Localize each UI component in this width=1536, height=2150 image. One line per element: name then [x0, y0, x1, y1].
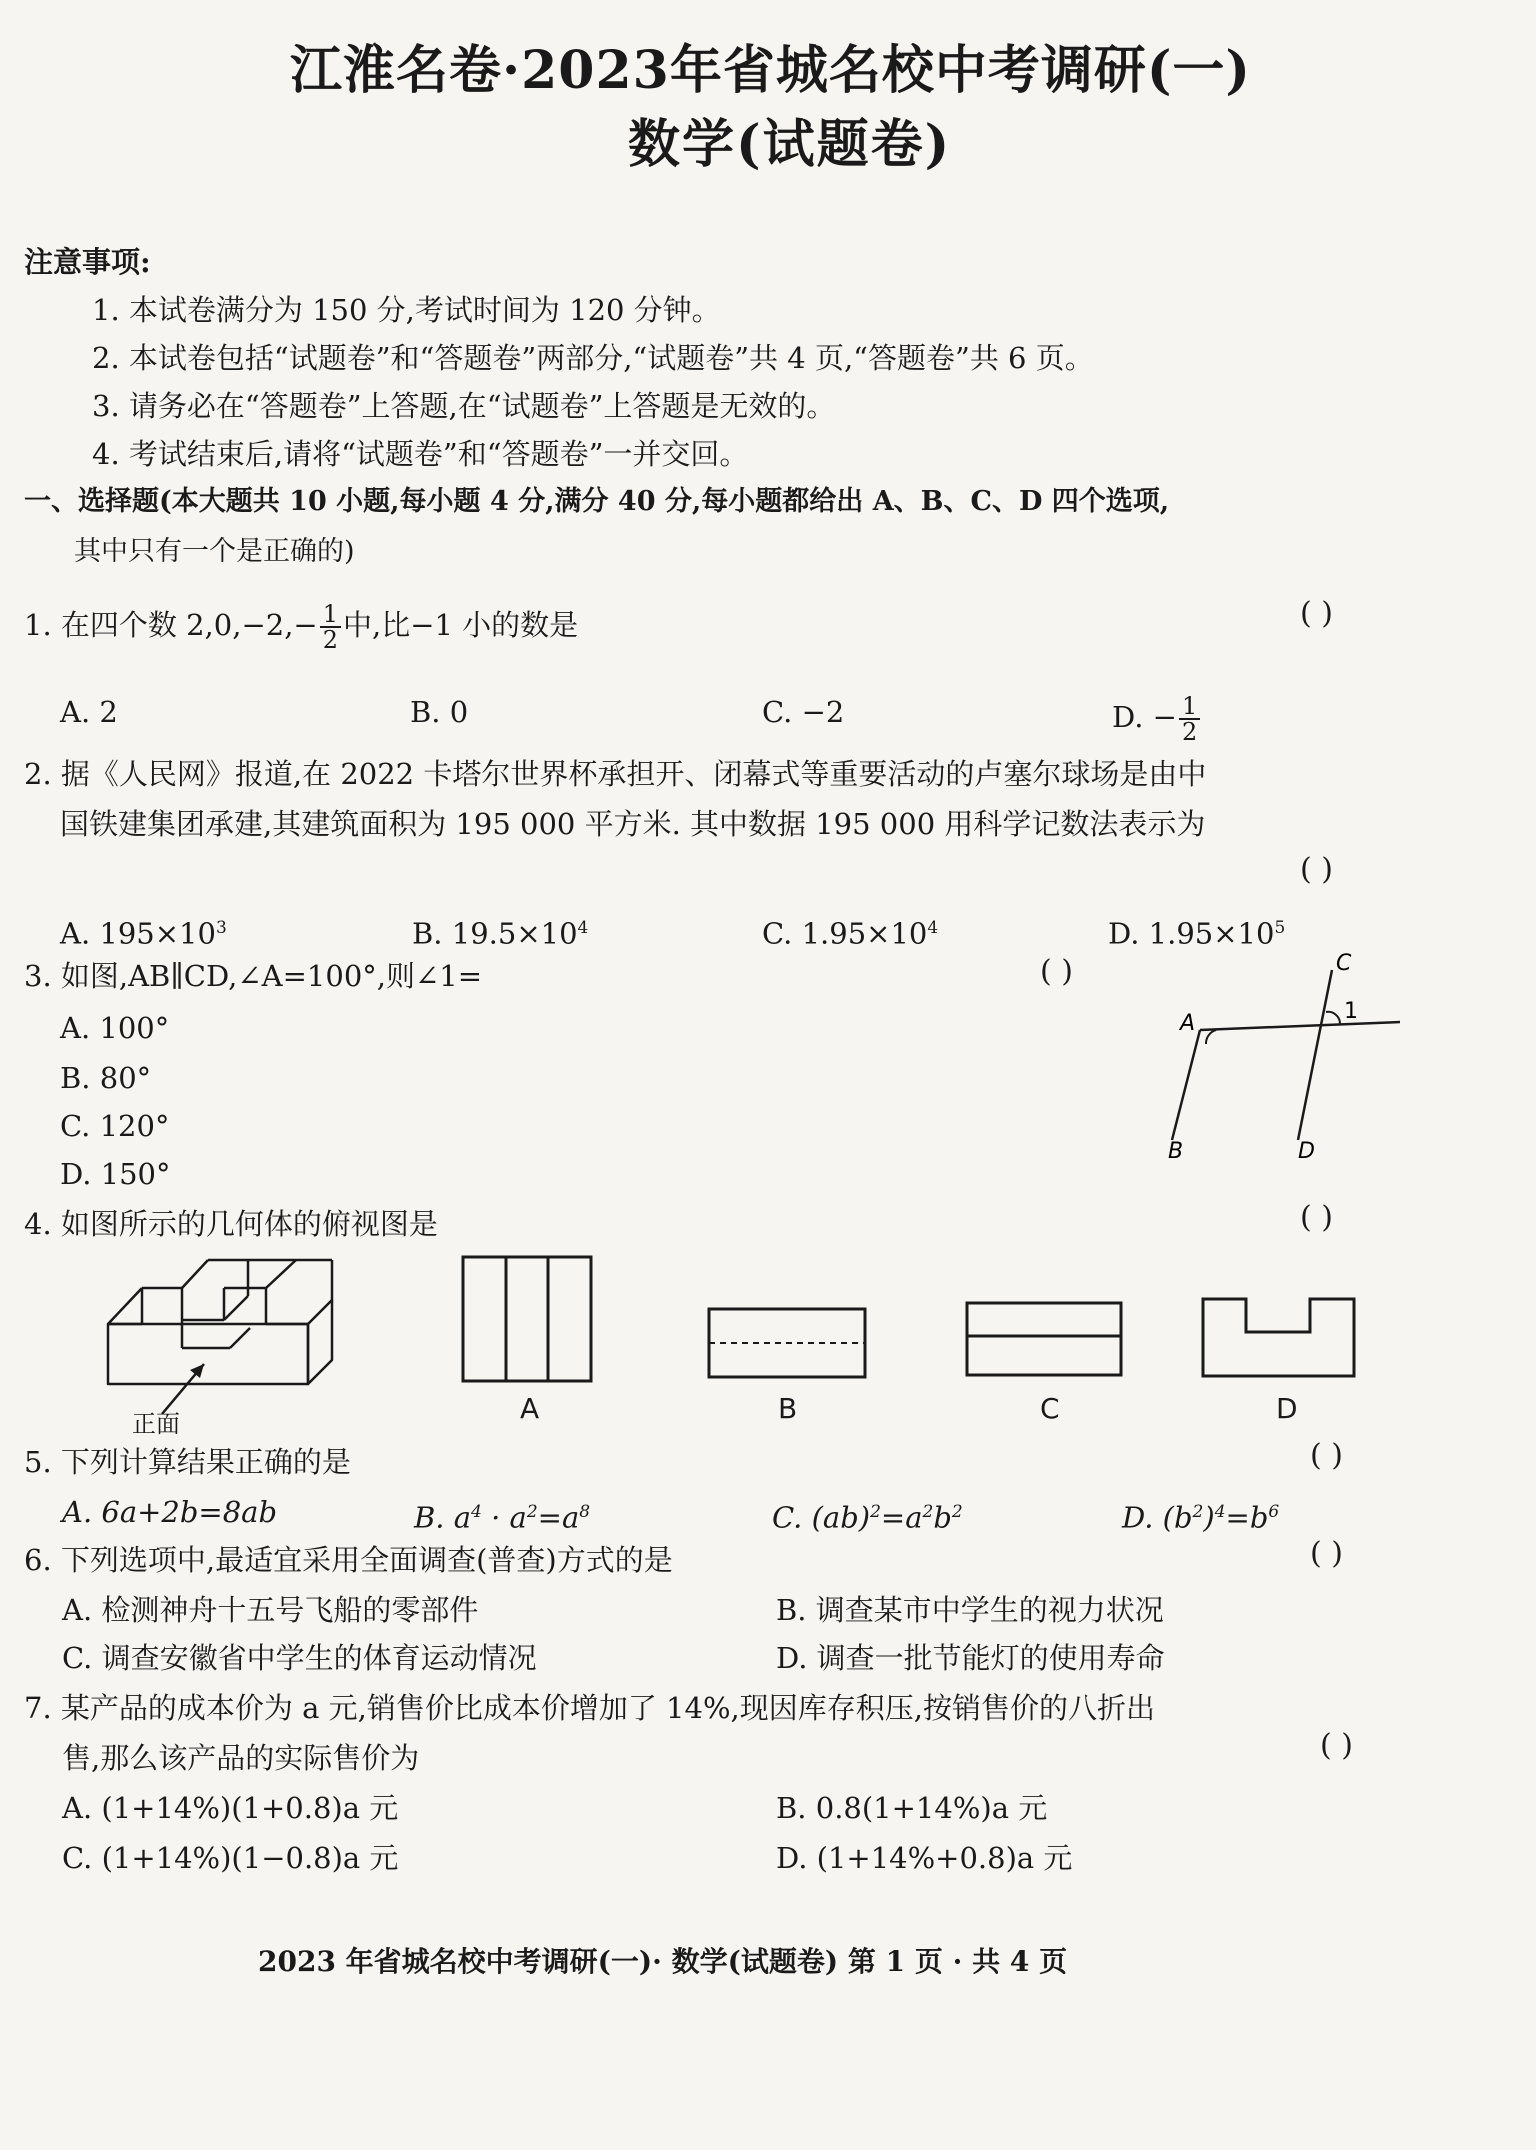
q3-angle-1-arc — [1326, 1012, 1340, 1024]
q1-option-d-num: 1 — [1179, 694, 1200, 720]
q4-option-a-label: A — [520, 1392, 540, 1425]
q3-label-d: D — [1298, 1139, 1315, 1164]
q2-option-b-base: B. 19.5×10 — [412, 916, 578, 951]
q4-edge — [224, 1296, 248, 1320]
q2-option-b — [412, 910, 588, 952]
question-7-line1: 7. 某产品的成本价为 a 元,销售价比成本价增加了 14%,现因库存积压,按销售价的八折出 — [24, 1691, 1155, 1725]
q4-option-a-figure — [460, 1254, 594, 1384]
q1-option-d-den: 2 — [1181, 718, 1198, 746]
q4-front-arrowhead — [190, 1364, 204, 1378]
q4-edge — [108, 1288, 142, 1324]
section-heading-line2: 其中只有一个是正确的) — [74, 536, 355, 567]
q5-d-exp1: 2 — [1192, 1502, 1204, 1522]
exam-subtitle: 数学(试题卷) — [628, 114, 952, 175]
q5-b-exp1: 4 — [471, 1502, 482, 1522]
q3-option-b: B. 80° — [60, 1061, 152, 1095]
q2-option-d-base: D. 1.95×10 — [1108, 916, 1275, 951]
question-2-line2: 国铁建集团承建,其建筑面积为 195 000 平方米. 其中数据 195 000 用科学记数法表示为 — [60, 807, 1206, 841]
q3-parallel-lines-figure — [1150, 940, 1410, 1170]
q1-fraction — [320, 602, 341, 652]
q3-option-a: A. 100° — [60, 1011, 170, 1045]
q7-option-d: D. (1+14%+0.8)a 元 — [776, 1841, 1073, 1875]
q1-option-d-fraction — [1179, 694, 1200, 744]
q5-d-exp2: 4 — [1214, 1502, 1226, 1522]
q4-option-b-figure — [706, 1306, 868, 1380]
q2-option-d-exp: 5 — [1274, 918, 1286, 938]
q3-line-ab — [1172, 1030, 1200, 1140]
q4-front-label: 正面 — [132, 1410, 180, 1438]
q5-b-part1: B. a — [414, 1500, 472, 1535]
notice-heading: 注意事项: — [24, 245, 151, 279]
question-7-line2: 售,那么该产品的实际售价为 — [62, 1741, 420, 1775]
q5-d-part2: ) — [1203, 1500, 1215, 1535]
q5-option-c — [772, 1494, 963, 1536]
q5-b-part3: =a — [537, 1500, 580, 1535]
q3-option-d: D. 150° — [60, 1157, 171, 1191]
q5-b-exp3: 8 — [579, 1502, 591, 1522]
q1-stem-before: 1. 在四个数 2,0,−2,− — [24, 608, 318, 642]
q1-frac-den: 2 — [322, 626, 338, 654]
q5-option-d — [1122, 1494, 1279, 1536]
q3-answer-paren: ( ) — [1040, 954, 1073, 989]
q4-right-face — [308, 1300, 332, 1384]
exam-title: 江淮名卷·2023年省城名校中考调研(一) — [290, 40, 1252, 101]
question-4-stem: 4. 如图所示的几何体的俯视图是 — [24, 1207, 438, 1241]
q1-answer-paren: ( ) — [1300, 596, 1333, 631]
q5-c-part3: b — [933, 1500, 952, 1535]
q7-option-c: C. (1+14%)(1−0.8)a 元 — [62, 1841, 399, 1875]
q3-label-angle-1: 1 — [1344, 999, 1358, 1024]
q4-front-face — [108, 1324, 308, 1384]
q4-edge — [266, 1260, 296, 1288]
q3-label-a: A — [1180, 1011, 1196, 1036]
q4-edge — [182, 1260, 208, 1288]
q3-angle-a-arc — [1206, 1030, 1216, 1044]
q2-option-a-base: A. 195×10 — [60, 916, 216, 951]
q3-label-c: C — [1336, 951, 1352, 976]
q5-b-exp2: 2 — [526, 1502, 538, 1522]
page-footer: 2023 年省城名校中考调研(一)· 数学(试题卷) 第 1 页 · 共 4 页 — [258, 1945, 1068, 1978]
q5-c-exp1: 2 — [870, 1502, 881, 1522]
q1-stem-after: 中,比−1 小的数是 — [343, 608, 579, 642]
q5-c-exp3: 2 — [951, 1502, 963, 1522]
notice-item-4: 4. 考试结束后,请将“试题卷”和“答题卷”一并交回。 — [92, 437, 749, 471]
q4-option-d-label: D — [1276, 1392, 1298, 1425]
q4-option-b-label: B — [778, 1392, 798, 1425]
question-1-stem — [24, 602, 578, 652]
q2-option-c — [762, 910, 938, 952]
q6-answer-paren: ( ) — [1310, 1536, 1343, 1571]
q1-frac-num: 1 — [320, 602, 341, 628]
q5-c-part2: =a — [880, 1500, 923, 1535]
q6-option-b: B. 调查某市中学生的视力状况 — [776, 1593, 1164, 1627]
q2-answer-paren: ( ) — [1300, 852, 1333, 887]
question-6-stem: 6. 下列选项中,最适宜采用全面调查(普查)方式的是 — [24, 1543, 673, 1577]
q2-option-a — [60, 910, 227, 952]
q3-label-b: B — [1168, 1139, 1184, 1164]
q4-option-d-figure — [1200, 1296, 1358, 1380]
q3-option-c: C. 120° — [60, 1109, 170, 1143]
notice-item-2: 2. 本试卷包括“试题卷”和“答题卷”两部分,“试题卷”共 4 页,“答题卷”共 6 页。 — [92, 341, 1094, 375]
q5-answer-paren: ( ) — [1310, 1438, 1343, 1473]
question-5-stem: 5. 下列计算结果正确的是 — [24, 1445, 351, 1479]
q1-option-a: A. 2 — [60, 695, 118, 729]
q1-option-c: C. −2 — [762, 695, 845, 729]
q1-option-d — [1112, 694, 1202, 744]
q6-option-d: D. 调查一批节能灯的使用寿命 — [776, 1641, 1165, 1675]
q4-option-d-outline — [1203, 1299, 1354, 1376]
q6-option-c: C. 调查安徽省中学生的体育运动情况 — [62, 1641, 537, 1675]
q5-b-part2: · a — [481, 1500, 527, 1535]
q5-c-exp2: 2 — [922, 1502, 934, 1522]
q4-option-a-outline — [463, 1257, 591, 1381]
q5-d-part3: =b — [1225, 1500, 1269, 1535]
question-3-stem: 3. 如图,AB∥CD,∠A=100°,则∠1= — [24, 959, 483, 993]
question-2-line1: 2. 据《人民网》报道,在 2022 卡塔尔世界杯承担开、闭幕式等重要活动的卢塞尔球场是由中 — [24, 757, 1207, 791]
notice-item-3: 3. 请务必在“答题卷”上答题,在“试题卷”上答题是无效的。 — [92, 389, 836, 423]
q5-c-part1: C. (ab) — [772, 1500, 871, 1535]
q5-option-a: A. 6a+2b=8ab — [62, 1495, 278, 1529]
q5-d-part1: D. (b — [1122, 1500, 1193, 1535]
q6-option-a: A. 检测神舟十五号飞船的零部件 — [62, 1593, 479, 1627]
q1-option-d-prefix: D. − — [1112, 700, 1177, 734]
q4-option-c-label: C — [1040, 1392, 1060, 1425]
q2-option-a-exp: 3 — [215, 918, 227, 938]
q4-option-c-outline — [967, 1303, 1121, 1375]
q1-option-b: B. 0 — [410, 695, 469, 729]
q3-line-cd — [1298, 970, 1332, 1140]
q5-option-b — [414, 1494, 590, 1536]
q4-edge — [230, 1328, 250, 1348]
notice-item-1: 1. 本试卷满分为 150 分,考试时间为 120 分钟。 — [92, 293, 721, 327]
q4-answer-paren: ( ) — [1300, 1200, 1333, 1235]
q3-transversal-line — [1200, 1022, 1400, 1030]
q4-option-c-figure — [964, 1300, 1124, 1378]
q7-option-a: A. (1+14%)(1+0.8)a 元 — [62, 1791, 399, 1825]
q2-option-b-exp: 4 — [577, 918, 589, 938]
q7-option-b: B. 0.8(1+14%)a 元 — [776, 1791, 1048, 1825]
section-heading-line1: 一、选择题(本大题共 10 小题,每小题 4 分,满分 40 分,每小题都给出 A、B、C、D 四个选项, — [24, 486, 1170, 517]
q5-d-exp3: 6 — [1268, 1502, 1280, 1522]
q2-option-c-base: C. 1.95×10 — [762, 916, 928, 951]
q2-option-c-exp: 4 — [927, 918, 939, 938]
q7-answer-paren: ( ) — [1320, 1728, 1353, 1763]
